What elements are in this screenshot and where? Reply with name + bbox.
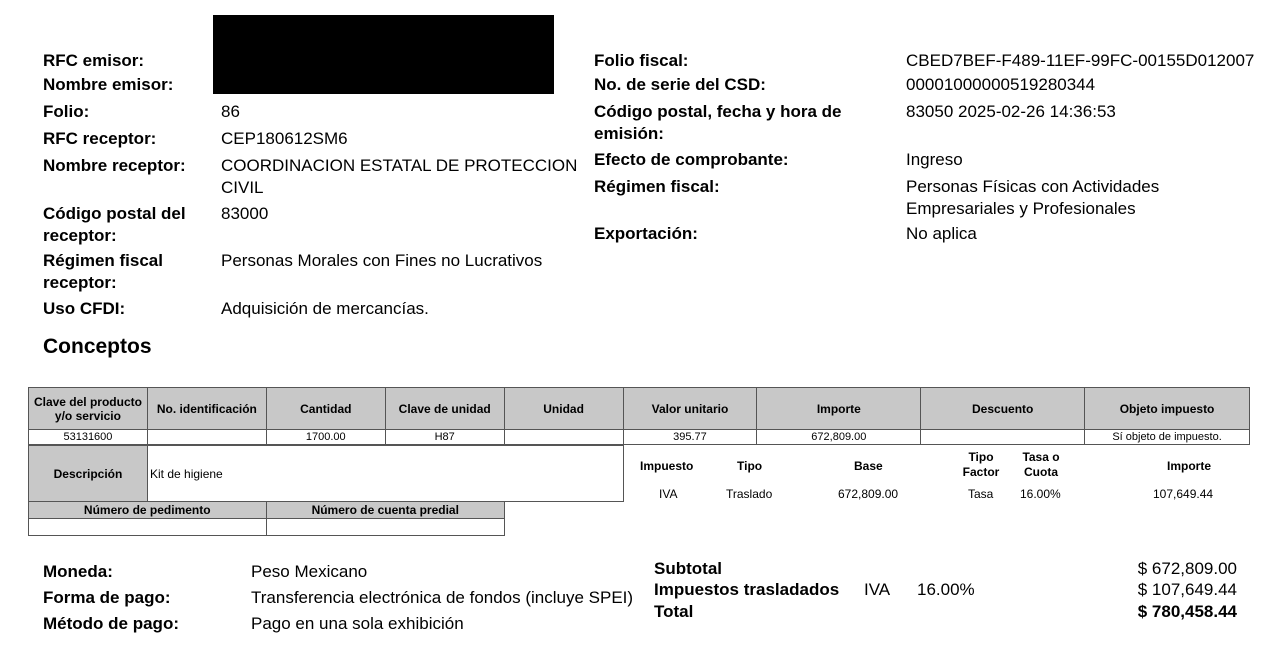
cuenta-predial-value [266,519,504,536]
regimen-fiscal-label: Régimen fiscal: [594,177,720,196]
exportacion-label: Exportación: [594,224,698,243]
cp-receptor-label: Código postal del receptor: [43,204,186,245]
tax-header-tipo: Tipo [737,459,763,473]
header-descuento: Descuento [921,388,1085,430]
header-clave-unidad: Clave de unidad [385,388,504,430]
tax-cell-impuesto: IVA [659,487,678,501]
impuestos-label: Impuestos trasladados [654,580,840,599]
header-valor-unitario: Valor unitario [623,388,757,430]
descripcion-table [28,445,624,502]
header-clave-producto: Clave del producto y/o servicio [29,388,148,430]
serie-csd-value: 00001000000519280344 [906,75,1096,94]
subtotal-value: $ 672,809.00 [1137,559,1237,578]
regimen-receptor-label: Régimen fiscal receptor: [43,251,163,292]
impuestos-value: $ 107,649.44 [1137,580,1237,599]
descripcion-label: Descripción [29,446,148,502]
cell-objeto-impuesto: Sí objeto de impuesto. [1085,430,1250,445]
moneda-value: Peso Mexicano [251,562,368,581]
nombre-emisor-label: Nombre emisor: [43,75,174,94]
tax-breakdown [624,447,1250,507]
forma-pago-label: Forma de pago: [43,588,171,607]
conceptos-title: Conceptos [43,335,152,358]
cell-no-identificacion [147,430,266,445]
rfc-receptor-label: RFC receptor: [43,129,157,148]
cell-clave-unidad: H87 [385,430,504,445]
cell-cantidad: 1700.00 [266,430,385,445]
subtotal-label: Subtotal [654,559,722,578]
tax-header-tipo-factor: Tipo Factor [962,450,1000,479]
header-unidad: Unidad [504,388,623,430]
pedimento-table [28,501,505,536]
cp-fecha-label: Código postal, fecha y hora de emisión: [594,102,842,143]
rfc-emisor-label: RFC emisor: [43,51,145,70]
folio-fiscal-label: Folio fiscal: [594,51,689,70]
tax-header-tasa-cuota: Tasa o Cuota [1022,450,1060,479]
regimen-receptor-value: Personas Morales con Fines no Lucrativos [221,251,543,270]
pedimento-value [29,519,267,536]
folio-fiscal-value: CBED7BEF-F489-11EF-99FC-00155D012007 [906,51,1255,70]
rfc-receptor-value: CEP180612SM6 [221,129,348,148]
total-label: Total [654,602,694,621]
tax-header-base: Base [854,459,883,473]
serie-csd-label: No. de serie del CSD: [594,75,766,94]
metodo-pago-value: Pago en una sola exhibición [251,614,464,633]
tax-cell-base: 672,809.00 [838,487,899,501]
cp-receptor-value: 83000 [221,204,269,223]
efecto-value: Ingreso [906,150,963,169]
cuenta-predial-label: Número de cuenta predial [266,502,504,519]
impuestos-tipo: IVA [864,580,891,599]
header-objeto-impuesto: Objeto impuesto [1085,388,1250,430]
nombre-receptor-value: COORDINACION ESTATAL DE PROTECCION CIVIL [221,156,578,197]
table-row [29,430,1250,445]
metodo-pago-label: Método de pago: [43,614,179,633]
cp-fecha-value: 83050 2025-02-26 14:36:53 [906,102,1116,121]
tax-header-impuesto: Impuesto [640,459,694,473]
regimen-fiscal-value: Personas Físicas con Actividades Empresariales y Profesionales [906,177,1160,218]
moneda-label: Moneda: [43,562,113,581]
impuestos-tasa: 16.00% [917,580,975,599]
cell-unidad [504,430,623,445]
header-cantidad: Cantidad [266,388,385,430]
efecto-label: Efecto de comprobante: [594,150,789,169]
cell-descuento [921,430,1085,445]
tax-header-importe: Importe [1167,459,1212,473]
forma-pago-value: Transferencia electrónica de fondos (incluye SPEI) [251,588,634,607]
tax-cell-tasa-cuota: 16.00% [1020,487,1061,501]
tax-cell-tipo-factor: Tasa [968,487,994,501]
total-value: $ 780,458.44 [1137,602,1237,621]
pedimento-label: Número de pedimento [29,502,267,519]
conceptos-table [28,387,1250,445]
uso-cfdi-value: Adquisición de mercancías. [221,299,429,318]
tax-cell-importe: 107,649.44 [1153,487,1214,501]
redacted-block [213,15,554,94]
tax-cell-tipo: Traslado [726,487,773,501]
header-no-identificacion: No. identificación [147,388,266,430]
folio-label: Folio: [43,102,90,121]
exportacion-value: No aplica [906,224,977,243]
cell-clave-producto: 53131600 [29,430,148,445]
nombre-receptor-label: Nombre receptor: [43,156,186,175]
descripcion-value: Kit de higiene [148,446,624,502]
cell-valor-unitario: 395.77 [623,430,757,445]
cell-importe: 672,809.00 [757,430,921,445]
folio-value: 86 [221,102,240,121]
header-importe: Importe [757,388,921,430]
uso-cfdi-label: Uso CFDI: [43,299,126,318]
